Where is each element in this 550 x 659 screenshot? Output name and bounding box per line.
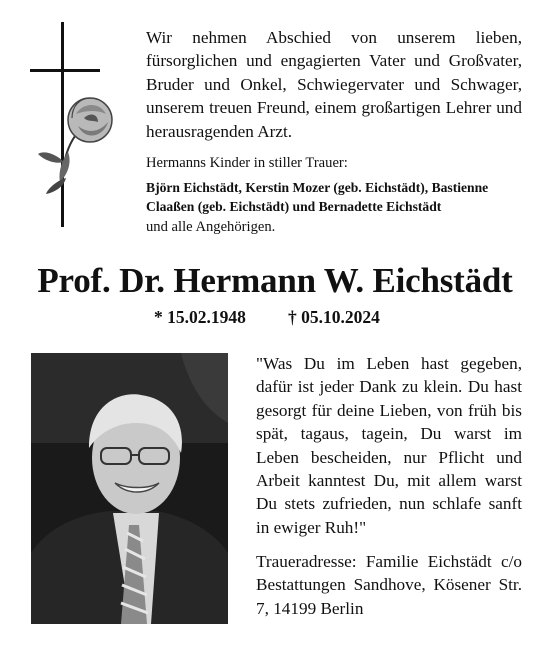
mourners-heading: Hermanns Kinder in stiller Trauer: xyxy=(146,155,348,171)
relatives-line: und alle Angehörigen. xyxy=(146,219,276,235)
farewell-paragraph: Wir nehmen Abschied von unserem lieben, fürsorglichen und engagierten Vater und Großvater, Bruder und Onkel, Schwiegervater und Schwager, unserem treuen Freund, einem großartigen Lehrer und herausragenden Arzt. xyxy=(146,28,522,141)
portrait-image xyxy=(31,353,228,624)
death-date: † 05.10.2024 xyxy=(288,307,380,327)
memorial-poem: "Was Du im Leben hast gegeben, dafür ist jeder Dank zu klein. Du hast gesorgt für deine Lieben, von früh bis spät, tagaus, tagein, Du warst im Leben bescheiden, nur Pflicht und Arbeit kanntest Du, mit allem warst Du stets zufrieden, nun schlafe sanft in ewiger Ruh!" xyxy=(256,354,522,537)
portrait-photo xyxy=(31,353,228,624)
farewell-text xyxy=(146,26,522,143)
birth-date: * 15.02.1948 xyxy=(154,307,246,327)
mourning-address: Traueradresse: Familie Eichstädt c/o Bestattungen Sandhove, Kösener Str. 7, 14199 Berlin xyxy=(256,552,522,618)
deceased-name: Prof. Dr. Hermann W. Eichstädt xyxy=(37,261,513,300)
mourners-names: Björn Eichstädt, Kerstin Mozer (geb. Eichstädt), Bastienne Claaßen (geb. Eichstädt) und Bernadette Eichstädt xyxy=(146,180,489,214)
cross-with-rose-icon xyxy=(28,22,128,232)
